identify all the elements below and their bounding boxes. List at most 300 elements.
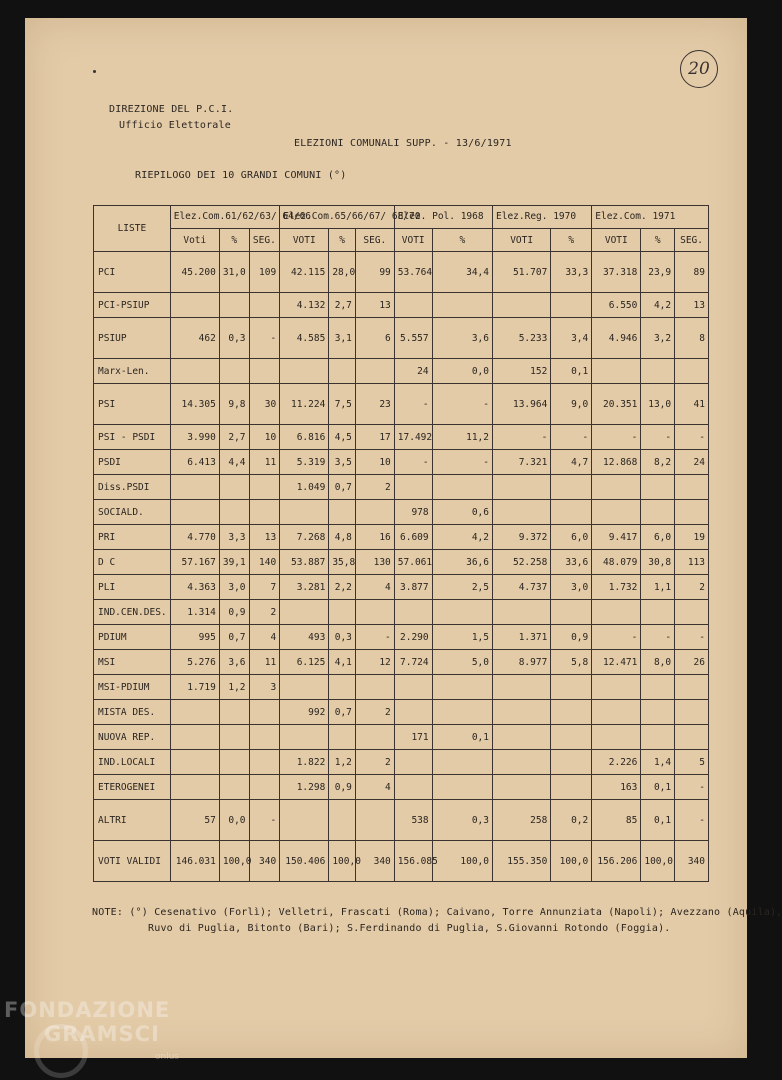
row-label: MISTA DES. xyxy=(94,700,171,725)
table-cell: 3,4 xyxy=(551,318,592,359)
table-cell xyxy=(641,675,675,700)
table-cell xyxy=(170,475,219,500)
table-cell xyxy=(249,725,280,750)
table-cell: 0,9 xyxy=(329,775,356,800)
row-label: IND.CEN.DES. xyxy=(94,600,171,625)
table-cell: 4,5 xyxy=(329,425,356,450)
table-row xyxy=(94,318,709,359)
subheader: % xyxy=(432,229,492,252)
table-cell: 6,0 xyxy=(551,525,592,550)
table-cell: 2,7 xyxy=(329,293,356,318)
table-cell: 45.200 xyxy=(170,252,219,293)
table-cell xyxy=(493,775,551,800)
table-cell xyxy=(641,359,675,384)
table-cell xyxy=(329,359,356,384)
table-cell: 5.276 xyxy=(170,650,219,675)
row-label: NUOVA REP. xyxy=(94,725,171,750)
table-cell: 10 xyxy=(249,425,280,450)
table-cell: 0,7 xyxy=(329,700,356,725)
table-cell xyxy=(355,359,394,384)
table-cell: 0,1 xyxy=(551,359,592,384)
table-cell xyxy=(551,500,592,525)
table-cell: 155.350 xyxy=(493,841,551,882)
table-cell: 140 xyxy=(249,550,280,575)
table-row xyxy=(94,800,709,841)
table-cell: 24 xyxy=(394,359,432,384)
liste-header: LISTE xyxy=(94,206,171,252)
table-cell: 340 xyxy=(675,841,709,882)
table-cell: 4,8 xyxy=(329,525,356,550)
subheader: SEG. xyxy=(355,229,394,252)
table-cell: 8,0 xyxy=(641,650,675,675)
table-cell: 51.707 xyxy=(493,252,551,293)
row-label: Marx-Len. xyxy=(94,359,171,384)
table-cell: 20.351 xyxy=(592,384,641,425)
subheader: SEG. xyxy=(249,229,280,252)
table-cell xyxy=(675,675,709,700)
subheader: % xyxy=(329,229,356,252)
row-label: PLI xyxy=(94,575,171,600)
ink-dot xyxy=(93,70,96,73)
table-cell: 52.258 xyxy=(493,550,551,575)
row-label: PSI - PSDI xyxy=(94,425,171,450)
table-cell: 4.770 xyxy=(170,525,219,550)
table-cell xyxy=(493,293,551,318)
table-cell: 8,2 xyxy=(641,450,675,475)
table-cell: 1.732 xyxy=(592,575,641,600)
table-cell: - xyxy=(675,775,709,800)
table-cell xyxy=(493,700,551,725)
table-cell xyxy=(493,600,551,625)
table-cell: - xyxy=(675,800,709,841)
row-label: ETEROGENEI xyxy=(94,775,171,800)
table-cell: - xyxy=(551,425,592,450)
table-cell: 995 xyxy=(170,625,219,650)
table-row xyxy=(94,359,709,384)
table-cell: 89 xyxy=(675,252,709,293)
table-cell: 113 xyxy=(675,550,709,575)
table-cell xyxy=(249,775,280,800)
table-cell xyxy=(675,359,709,384)
table-cell xyxy=(170,359,219,384)
table-cell: 24 xyxy=(675,450,709,475)
table-cell: 8 xyxy=(675,318,709,359)
row-label: IND.LOCALI xyxy=(94,750,171,775)
table-cell xyxy=(170,750,219,775)
table-cell: 156.206 xyxy=(592,841,641,882)
table-cell: 4.585 xyxy=(280,318,329,359)
table-row xyxy=(94,500,709,525)
row-label: PSIUP xyxy=(94,318,171,359)
table-row xyxy=(94,650,709,675)
table-cell: 4,2 xyxy=(432,525,492,550)
table-cell: 28,0 xyxy=(329,252,356,293)
table-cell: 39,1 xyxy=(219,550,249,575)
table-cell xyxy=(219,293,249,318)
table-cell: 1.719 xyxy=(170,675,219,700)
table-cell: 992 xyxy=(280,700,329,725)
table-cell xyxy=(432,600,492,625)
table-row xyxy=(94,293,709,318)
table-cell: 3,6 xyxy=(432,318,492,359)
table-cell: 11 xyxy=(249,650,280,675)
table-cell xyxy=(641,475,675,500)
table-row xyxy=(94,841,709,882)
table-cell xyxy=(675,500,709,525)
table-cell: 4.946 xyxy=(592,318,641,359)
table-cell: 31,0 xyxy=(219,252,249,293)
table-row xyxy=(94,550,709,575)
table-cell: 538 xyxy=(394,800,432,841)
table-cell xyxy=(551,475,592,500)
table-cell xyxy=(280,675,329,700)
table-cell: 7.321 xyxy=(493,450,551,475)
table-cell: 5.319 xyxy=(280,450,329,475)
table-row xyxy=(94,425,709,450)
table-cell: 10 xyxy=(355,450,394,475)
table-cell: 6.125 xyxy=(280,650,329,675)
table-cell xyxy=(493,675,551,700)
table-cell: - xyxy=(493,425,551,450)
table-cell: 42.115 xyxy=(280,252,329,293)
table-cell: 14.305 xyxy=(170,384,219,425)
table-cell: 57 xyxy=(170,800,219,841)
table-cell: 57.061 xyxy=(394,550,432,575)
table-cell: 1.371 xyxy=(493,625,551,650)
watermark-line-2: GRAMSCI xyxy=(44,1022,160,1046)
table-cell: 3,0 xyxy=(551,575,592,600)
table-cell: - xyxy=(592,625,641,650)
table-cell: 1,2 xyxy=(329,750,356,775)
table-cell xyxy=(675,725,709,750)
table-cell: 6.609 xyxy=(394,525,432,550)
table-cell xyxy=(170,293,219,318)
table-cell: 6.816 xyxy=(280,425,329,450)
table-cell: 2.226 xyxy=(592,750,641,775)
table-cell: 6 xyxy=(355,318,394,359)
table-cell xyxy=(249,293,280,318)
table-cell: 171 xyxy=(394,725,432,750)
table-cell: 4 xyxy=(355,575,394,600)
table-cell: 2 xyxy=(249,600,280,625)
table-cell xyxy=(394,775,432,800)
table-cell: 462 xyxy=(170,318,219,359)
period-header: Elez.Com.61/62/63/ 64/66 xyxy=(170,206,279,229)
table-cell: 493 xyxy=(280,625,329,650)
table-cell xyxy=(394,600,432,625)
row-label: VOTI VALIDI xyxy=(94,841,171,882)
row-label: PCI-PSIUP xyxy=(94,293,171,318)
table-cell: 978 xyxy=(394,500,432,525)
table-cell: 3,5 xyxy=(329,450,356,475)
table-cell xyxy=(280,725,329,750)
table-cell: 3.990 xyxy=(170,425,219,450)
table-row xyxy=(94,384,709,425)
row-label: SOCIALD. xyxy=(94,500,171,525)
table-cell: 17.492 xyxy=(394,425,432,450)
table-cell: 85 xyxy=(592,800,641,841)
table-cell xyxy=(219,500,249,525)
table-cell xyxy=(432,293,492,318)
table-cell: 0,1 xyxy=(432,725,492,750)
table-cell xyxy=(394,750,432,775)
table-cell: 11,2 xyxy=(432,425,492,450)
period-header: Elez.Com.65/66/67/ 68/70 xyxy=(280,206,395,229)
table-cell: 1.298 xyxy=(280,775,329,800)
org-line-1: DIREZIONE DEL P.C.I. xyxy=(109,104,234,115)
table-cell: 3,2 xyxy=(641,318,675,359)
table-cell: 4 xyxy=(355,775,394,800)
notes-line-2: Ruvo di Puglia, Bitonto (Bari); S.Ferdinando di Puglia, S.Giovanni Rotondo (Foggia). xyxy=(148,923,671,934)
table-cell: 4.132 xyxy=(280,293,329,318)
table-cell xyxy=(432,750,492,775)
subheader-row xyxy=(94,229,709,252)
table-cell: - xyxy=(592,425,641,450)
table-cell xyxy=(280,359,329,384)
table-cell: - xyxy=(394,384,432,425)
row-label: Diss.PSDI xyxy=(94,475,171,500)
table-cell: 3.281 xyxy=(280,575,329,600)
table-cell xyxy=(641,725,675,750)
row-label: PCI xyxy=(94,252,171,293)
table-cell: 12 xyxy=(355,650,394,675)
table-cell: 30 xyxy=(249,384,280,425)
subheader: VOTI xyxy=(592,229,641,252)
table-cell: 3,1 xyxy=(329,318,356,359)
row-label: PDIUM xyxy=(94,625,171,650)
table-cell: - xyxy=(675,625,709,650)
table-row xyxy=(94,600,709,625)
table-cell: 6,0 xyxy=(641,525,675,550)
table-cell: 0,3 xyxy=(329,625,356,650)
table-cell: 130 xyxy=(355,550,394,575)
table-cell xyxy=(592,675,641,700)
table-cell: 0,1 xyxy=(641,775,675,800)
table-cell: 4,2 xyxy=(641,293,675,318)
table-cell xyxy=(219,725,249,750)
table-cell: 4.363 xyxy=(170,575,219,600)
table-cell xyxy=(592,725,641,750)
table-cell xyxy=(592,475,641,500)
table-cell: 163 xyxy=(592,775,641,800)
table-cell: 340 xyxy=(249,841,280,882)
row-label: D C xyxy=(94,550,171,575)
table-cell xyxy=(170,500,219,525)
table-cell: 53.887 xyxy=(280,550,329,575)
table-cell: 0,6 xyxy=(432,500,492,525)
row-label: PSI xyxy=(94,384,171,425)
table-cell: 156.085 xyxy=(394,841,432,882)
summary-title: RIEPILOGO DEI 10 GRANDI COMUNI (°) xyxy=(135,170,347,181)
table-cell: 7.268 xyxy=(280,525,329,550)
table-cell xyxy=(170,700,219,725)
table-cell: 0,9 xyxy=(219,600,249,625)
table-row xyxy=(94,475,709,500)
table-cell xyxy=(249,700,280,725)
table-cell: 26 xyxy=(675,650,709,675)
subheader: Voti xyxy=(170,229,219,252)
table-cell: 146.031 xyxy=(170,841,219,882)
table-cell xyxy=(432,675,492,700)
table-cell: 0,9 xyxy=(551,625,592,650)
table-cell: 8.977 xyxy=(493,650,551,675)
table-cell xyxy=(592,600,641,625)
table-cell xyxy=(219,359,249,384)
table-cell: 5 xyxy=(675,750,709,775)
table-cell: 9.372 xyxy=(493,525,551,550)
table-row xyxy=(94,252,709,293)
table-cell xyxy=(551,725,592,750)
table-cell: 4,1 xyxy=(329,650,356,675)
table-cell xyxy=(280,500,329,525)
table-row xyxy=(94,725,709,750)
table-cell xyxy=(551,293,592,318)
notes-line-1: NOTE: (°) Cesenativo (Forlì); Velletri, Frascati (Roma); Caivano, Torre Annunziata (Napoli); Avezzano (Aquila), xyxy=(92,907,782,918)
table-cell: 0,3 xyxy=(432,800,492,841)
table-cell: 23 xyxy=(355,384,394,425)
table-cell: 7.724 xyxy=(394,650,432,675)
table-cell xyxy=(219,750,249,775)
table-cell: - xyxy=(641,625,675,650)
table-cell: 3,0 xyxy=(219,575,249,600)
table-cell: 0,1 xyxy=(641,800,675,841)
period-header: Elez.Reg. 1970 xyxy=(493,206,592,229)
table-cell xyxy=(170,775,219,800)
table-cell: 7 xyxy=(249,575,280,600)
table-cell xyxy=(551,750,592,775)
election-title: ELEZIONI COMUNALI SUPP. - 13/6/1971 xyxy=(294,138,512,149)
table-cell xyxy=(170,725,219,750)
table-cell xyxy=(493,475,551,500)
table-cell: 0,2 xyxy=(551,800,592,841)
table-cell: 4,7 xyxy=(551,450,592,475)
table-cell: 7,5 xyxy=(329,384,356,425)
table-row xyxy=(94,450,709,475)
table-cell: 0,3 xyxy=(219,318,249,359)
table-cell xyxy=(394,700,432,725)
table-cell xyxy=(355,600,394,625)
table-cell: - xyxy=(249,800,280,841)
table-cell: 9,0 xyxy=(551,384,592,425)
table-cell xyxy=(551,600,592,625)
table-cell xyxy=(592,700,641,725)
table-cell xyxy=(592,500,641,525)
watermark-small: onlus xyxy=(155,1052,180,1062)
table-cell: 1,2 xyxy=(219,675,249,700)
table-cell: - xyxy=(249,318,280,359)
table-cell: 4.737 xyxy=(493,575,551,600)
table-cell: 150.406 xyxy=(280,841,329,882)
table-cell: 33,6 xyxy=(551,550,592,575)
table-cell: 13 xyxy=(249,525,280,550)
table-cell xyxy=(675,600,709,625)
table-cell: 5,8 xyxy=(551,650,592,675)
table-cell xyxy=(592,359,641,384)
table-cell: 12.868 xyxy=(592,450,641,475)
table-cell: 1,5 xyxy=(432,625,492,650)
results-table xyxy=(93,205,709,882)
table-cell: 1.822 xyxy=(280,750,329,775)
table-cell xyxy=(249,475,280,500)
table-cell xyxy=(249,359,280,384)
table-cell: 13.964 xyxy=(493,384,551,425)
table-cell: 30,8 xyxy=(641,550,675,575)
table-cell: 2,2 xyxy=(329,575,356,600)
table-cell xyxy=(329,675,356,700)
table-cell: 16 xyxy=(355,525,394,550)
table-cell: 258 xyxy=(493,800,551,841)
table-cell: 6.413 xyxy=(170,450,219,475)
table-row xyxy=(94,575,709,600)
table-cell: 100,0 xyxy=(219,841,249,882)
table-cell xyxy=(641,600,675,625)
table-cell: 6.550 xyxy=(592,293,641,318)
table-cell: 0,7 xyxy=(219,625,249,650)
table-cell xyxy=(280,600,329,625)
row-label: PSDI xyxy=(94,450,171,475)
table-cell: 2 xyxy=(355,475,394,500)
table-cell: 11.224 xyxy=(280,384,329,425)
table-cell: 100,0 xyxy=(432,841,492,882)
table-cell xyxy=(493,725,551,750)
table-cell xyxy=(219,475,249,500)
table-cell: 13 xyxy=(355,293,394,318)
table-cell: 2,7 xyxy=(219,425,249,450)
table-cell xyxy=(432,775,492,800)
table-cell xyxy=(329,725,356,750)
table-row xyxy=(94,625,709,650)
table-cell: 17 xyxy=(355,425,394,450)
table-cell: 2 xyxy=(355,750,394,775)
row-label: MSI-PDIUM xyxy=(94,675,171,700)
table-cell: - xyxy=(355,625,394,650)
table-cell: 19 xyxy=(675,525,709,550)
subheader: % xyxy=(219,229,249,252)
table-cell xyxy=(249,750,280,775)
period-header: Elez. Pol. 1968 xyxy=(394,206,492,229)
table-cell xyxy=(329,800,356,841)
table-row xyxy=(94,700,709,725)
table-cell xyxy=(394,475,432,500)
table-cell: 4 xyxy=(249,625,280,650)
period-header: Elez.Com. 1971 xyxy=(592,206,709,229)
row-label: ALTRI xyxy=(94,800,171,841)
table-cell: 5.557 xyxy=(394,318,432,359)
table-cell: 53.764 xyxy=(394,252,432,293)
subheader: VOTI xyxy=(280,229,329,252)
table-cell: 23,9 xyxy=(641,252,675,293)
table-cell: 99 xyxy=(355,252,394,293)
table-cell xyxy=(329,500,356,525)
table-cell xyxy=(432,700,492,725)
table-cell: 9.417 xyxy=(592,525,641,550)
table-cell: 36,6 xyxy=(432,550,492,575)
table-cell xyxy=(219,700,249,725)
table-cell: - xyxy=(675,425,709,450)
table-cell: 2 xyxy=(355,700,394,725)
table-cell xyxy=(432,475,492,500)
table-cell: 1,4 xyxy=(641,750,675,775)
table-cell xyxy=(394,293,432,318)
table-cell: - xyxy=(432,384,492,425)
table-cell xyxy=(355,500,394,525)
table-cell: 11 xyxy=(249,450,280,475)
table-cell: 1,1 xyxy=(641,575,675,600)
table-cell: 0,0 xyxy=(219,800,249,841)
page-number-circled: 20 xyxy=(680,50,718,88)
table-cell xyxy=(551,675,592,700)
row-label: PRI xyxy=(94,525,171,550)
